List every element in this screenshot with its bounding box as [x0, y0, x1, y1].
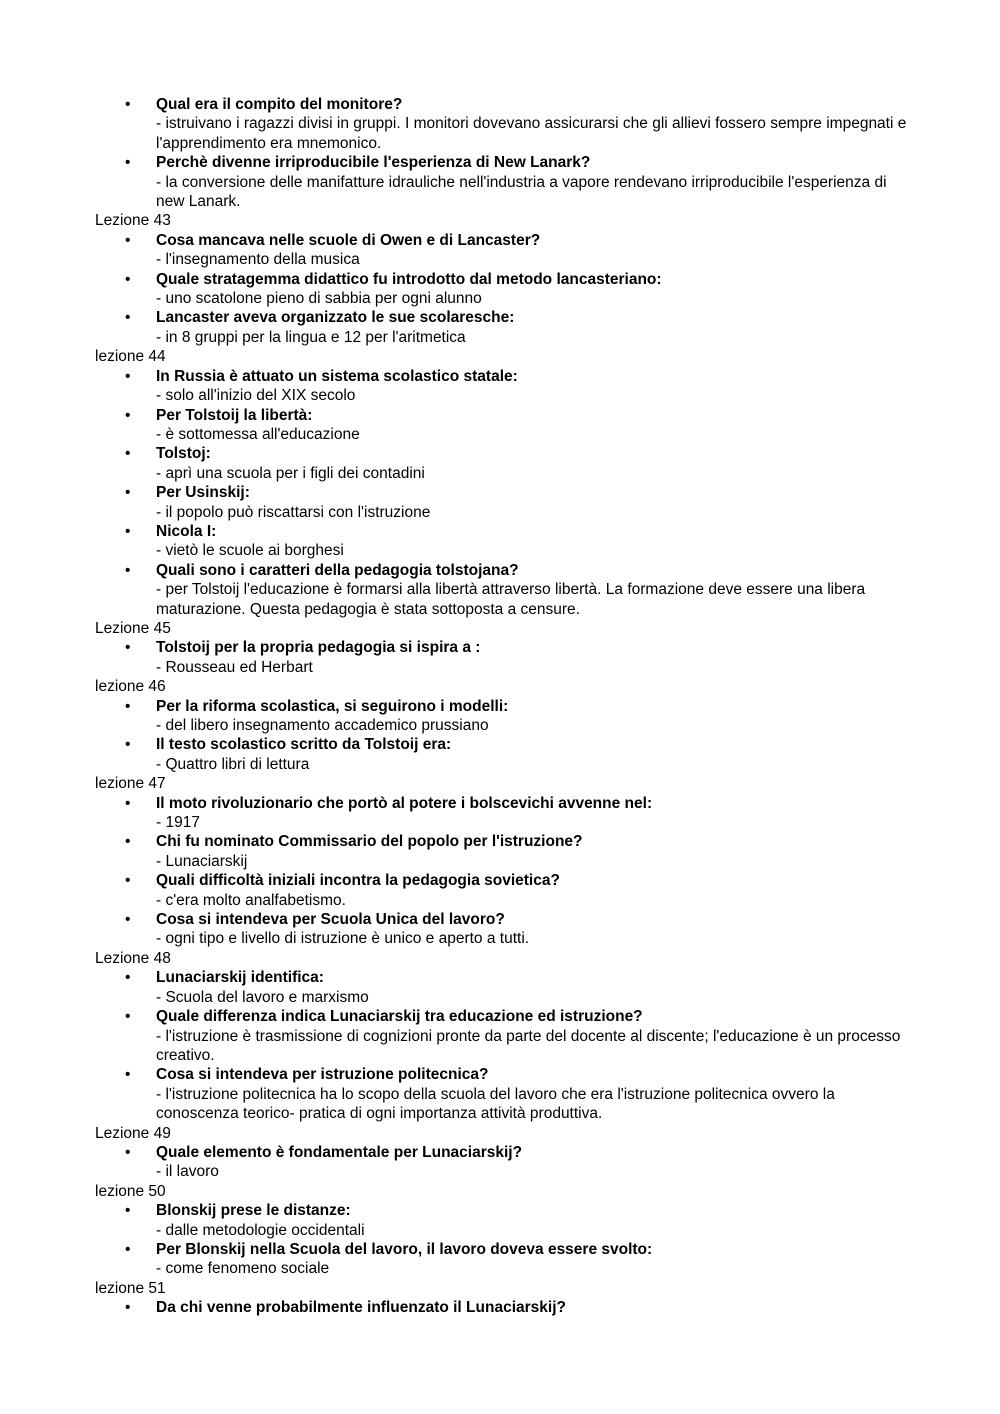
answer-text: - Quattro libri di lettura [156, 755, 310, 773]
answer-text: - Scuola del lavoro e marxismo [156, 988, 369, 1006]
bullet-icon: • [125, 561, 131, 579]
lesson-section [95, 1124, 915, 1182]
question-item [95, 735, 915, 774]
question-item [95, 406, 915, 445]
bullet-icon: • [125, 639, 131, 657]
question-item [95, 697, 915, 736]
bullet-icon: • [125, 309, 131, 327]
answer-text: - vietò le scuole ai borghesi [156, 542, 344, 560]
question-text: Qual era il compito del monitore? [156, 96, 403, 113]
lesson-heading: lezione 44 [95, 348, 166, 366]
bullet-icon: • [125, 1143, 131, 1161]
lesson-heading: lezione 47 [95, 775, 166, 793]
question-item [95, 1007, 915, 1065]
answer-text: - come fenomeno sociale [156, 1260, 330, 1278]
question-text: Perchè divenne irriproducibile l'esperienza di New Lanark? [156, 154, 591, 172]
question-text: In Russia è attuato un sistema scolastico statale: [156, 367, 518, 385]
question-item [95, 270, 915, 309]
question-text: Quali sono i caratteri della pedagogia tolstojana? [156, 561, 519, 579]
lesson-heading: Lezione 45 [95, 619, 171, 637]
answer-text: - 1917 [156, 814, 200, 832]
question-item [95, 1240, 915, 1279]
answer-text: - aprì una scuola per i figli dei contadini [156, 464, 425, 482]
answer-text: - c'era molto analfabetismo. [156, 891, 346, 909]
question-item [95, 1065, 915, 1123]
question-item [95, 794, 915, 833]
lesson-heading: lezione 46 [95, 678, 166, 696]
question-text: Tolstoj: [156, 445, 211, 463]
question-item [95, 444, 915, 483]
lesson-heading: lezione 50 [95, 1182, 166, 1200]
bullet-icon: • [125, 1299, 131, 1317]
lesson-section [95, 949, 915, 1124]
answer-text: - del libero insegnamento accademico prussiano [156, 717, 489, 734]
question-text: Tolstoij per la propria pedagogia si ispira a : [156, 639, 481, 657]
lesson-section [95, 1182, 915, 1279]
bullet-icon: • [125, 1066, 131, 1084]
document-body [95, 95, 915, 1318]
question-text: Per Blonskij nella Scuola del lavoro, il lavoro doveva essere svolto: [156, 1240, 653, 1258]
bullet-icon: • [125, 911, 131, 929]
bullet-icon: • [125, 969, 131, 987]
bullet-icon: • [125, 1008, 131, 1026]
answer-text: - per Tolstoij l'educazione è formarsi alla libertà attraverso libertà. La formazione deve essere una libera maturazione. Questa pedagogia è stata sottoposta a censure. [156, 581, 866, 618]
question-item [95, 231, 915, 270]
question-text: Per la riforma scolastica, si seguirono i modelli: [156, 697, 509, 715]
question-text: Blonskij prese le distanze: [156, 1202, 351, 1220]
bullet-icon: • [125, 270, 131, 288]
question-text: Cosa mancava nelle scuole di Owen e di Lancaster? [156, 231, 541, 249]
answer-text: - il lavoro [156, 1163, 219, 1181]
question-text: Quale stratagemma didattico fu introdotto dal metodo lancasteriano: [156, 270, 662, 288]
answer-text: - l'istruzione è trasmissione di cognizioni pronte da parte del docente al discente; l'educazione è un processo creativo. [156, 1027, 901, 1064]
question-item [95, 910, 915, 949]
bullet-icon: • [125, 1202, 131, 1220]
question-item [95, 832, 915, 871]
question-item [95, 1143, 915, 1182]
question-text: Da chi venne probabilmente influenzato il Lunaciarskij? [156, 1299, 566, 1317]
lesson-section [95, 677, 915, 774]
question-item [95, 968, 915, 1007]
bullet-icon: • [125, 96, 131, 113]
bullet-icon: • [125, 1240, 131, 1258]
question-item [95, 153, 915, 211]
answer-text: - la conversione delle manifatture idrauliche nell'industria a vapore rendevano irriproducibile l'esperienza di new Lanark. [156, 173, 887, 211]
bullet-icon: • [125, 522, 131, 540]
question-item [95, 522, 915, 561]
answer-text: - Rousseau ed Herbart [156, 658, 313, 676]
bullet-icon: • [125, 367, 131, 385]
bullet-icon: • [125, 406, 131, 424]
question-text: Lunaciarskij identifica: [156, 969, 324, 987]
bullet-icon: • [125, 154, 131, 172]
answer-text: - in 8 gruppi per la lingua e 12 per l'aritmetica [156, 328, 466, 346]
question-text: Quale differenza indica Lunaciarskij tra educazione ed istruzione? [156, 1008, 643, 1026]
answer-text: - è sottomessa all'educazione [156, 425, 360, 443]
answer-text: - Lunaciarskij [156, 852, 248, 870]
answer-text: - uno scatolone pieno di sabbia per ogni alunno [156, 290, 482, 308]
question-item [95, 1298, 915, 1317]
question-text: Il moto rivoluzionario che portò al potere i bolscevichi avvenne nel: [156, 794, 653, 812]
question-text: Chi fu nominato Commissario del popolo per l'istruzione? [156, 833, 583, 851]
question-item [95, 1201, 915, 1240]
question-text: Lancaster aveva organizzato le sue scolaresche: [156, 309, 515, 327]
lesson-heading: Lezione 48 [95, 949, 171, 967]
question-item [95, 367, 915, 406]
question-item [95, 483, 915, 522]
lesson-heading: Lezione 49 [95, 1124, 171, 1142]
answer-text: - solo all'inizio del XIX secolo [156, 387, 356, 405]
lesson-section [95, 95, 915, 211]
lesson-section [95, 1279, 915, 1318]
lesson-section [95, 619, 915, 677]
answer-text: - istruivano i ragazzi divisi in gruppi. I monitori dovevano assicurarsi che gli allievi fossero sempre impegnati e l'apprendimento era mnemonico. [156, 115, 907, 152]
bullet-icon: • [125, 872, 131, 890]
question-text: Per Tolstoij la libertà: [156, 406, 313, 424]
lesson-section [95, 211, 915, 347]
bullet-icon: • [125, 697, 131, 715]
bullet-icon: • [125, 794, 131, 812]
question-text: Quale elemento è fondamentale per Lunaciarskij? [156, 1143, 523, 1161]
lesson-section [95, 774, 915, 949]
answer-text: - l'istruzione politecnica ha lo scopo della scuola del lavoro che era l'istruzione politecnica ovvero la conoscenza teorico- pratica di ogni importanza attività produttiva. [156, 1085, 835, 1123]
lesson-heading: Lezione 43 [95, 212, 171, 230]
question-item [95, 871, 915, 910]
question-text: Quali difficoltà iniziali incontra la pedagogia sovietica? [156, 872, 560, 890]
question-item [95, 638, 915, 677]
answer-text: - dalle metodologie occidentali [156, 1221, 365, 1239]
question-item [95, 95, 915, 153]
answer-text: - l'insegnamento della musica [156, 251, 360, 269]
lesson-section [95, 347, 915, 619]
answer-text: - ogni tipo e livello di istruzione è unico e aperto a tutti. [156, 930, 530, 948]
question-text: Il testo scolastico scritto da Tolstoij era: [156, 736, 452, 754]
bullet-icon: • [125, 484, 131, 502]
answer-text: - il popolo può riscattarsi con l'istruzione [156, 503, 431, 521]
bullet-icon: • [125, 833, 131, 851]
question-text: Cosa si intendeva per istruzione politecnica? [156, 1066, 489, 1084]
question-text: Per Usinskij: [156, 484, 250, 502]
question-item [95, 308, 915, 347]
bullet-icon: • [125, 231, 131, 249]
question-text: Cosa si intendeva per Scuola Unica del lavoro? [156, 911, 505, 929]
bullet-icon: • [125, 445, 131, 463]
question-item [95, 561, 915, 619]
bullet-icon: • [125, 736, 131, 754]
lesson-heading: lezione 51 [95, 1279, 166, 1297]
question-text: Nicola I: [156, 522, 217, 540]
